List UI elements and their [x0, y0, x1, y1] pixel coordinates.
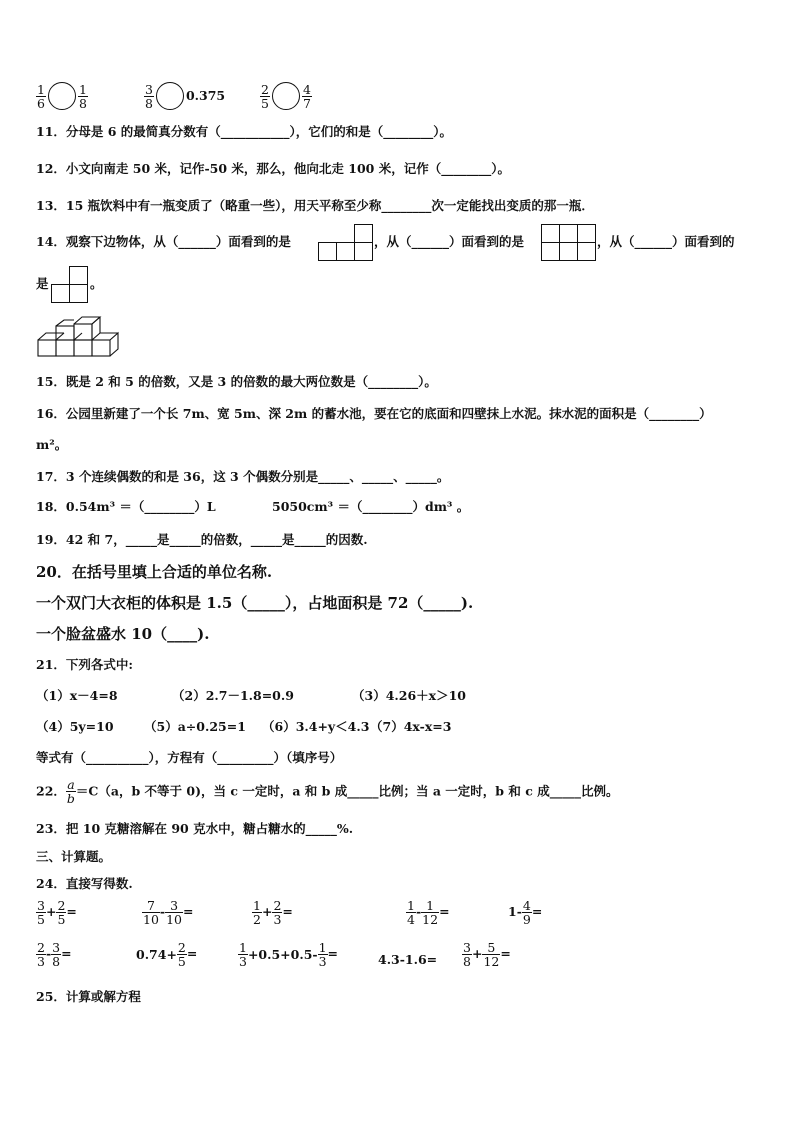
question-14-part2: ，从（______）面看到的是: [374, 234, 525, 249]
calc-1-2: [142, 899, 194, 926]
fraction-denominator: 6: [37, 95, 45, 111]
question-14-part3: ，从（______）面看到的: [597, 234, 735, 249]
fraction-numerator: 3: [463, 940, 471, 955]
fraction-denominator: 12: [483, 954, 500, 969]
question-16-line2: m²。: [36, 437, 68, 452]
operator: -: [159, 904, 166, 919]
q21-item-5: （5）a÷0.25=1: [144, 719, 246, 734]
fraction-denominator: 12: [422, 912, 439, 927]
calc-1-4: [406, 899, 450, 926]
fraction-denominator: 5: [261, 95, 269, 111]
fraction-numerator: 1: [78, 81, 87, 97]
fraction-numerator: 3: [52, 940, 61, 955]
comparison-1: [36, 82, 88, 110]
q21-item-1: （1）x－4=8: [36, 688, 118, 703]
question-20-title: 20．在括号里填上合适的单位名称.: [36, 563, 273, 581]
calc-2-4: 4.3-1.6=: [378, 952, 438, 967]
fraction-numerator: 1: [318, 940, 327, 955]
question-14-part5: 。: [90, 276, 103, 291]
fraction-numerator: 4: [302, 81, 311, 97]
fraction-numerator: 3: [37, 898, 45, 913]
compare-circle[interactable]: [48, 82, 76, 110]
question-18b: 5050cm³ ＝（________）dm³ 。: [272, 499, 470, 514]
fraction-numerator: 3: [145, 81, 153, 97]
equals-sign: =: [282, 904, 293, 919]
q21-item-2: （2）2.7－1.8=0.9: [172, 688, 294, 703]
question-16-line1: 16．公园里新建了一个长 7m、宽 5m、深 2m 的蓄水池，要在它的底面和四壁抹上水泥。抹水泥的面积是（________）: [36, 406, 712, 421]
fraction-denominator: 8: [52, 954, 61, 969]
q21-item-3: （3）4.26＋x＞10: [352, 688, 466, 703]
question-14-part1: 14．观察下边物体，从（______）面看到的是: [36, 234, 291, 249]
fraction-denominator: 9: [522, 912, 531, 927]
view-shape-3: [51, 266, 88, 303]
calc-middle: +0.5+0.5-: [247, 947, 318, 962]
calc-2-2: [136, 941, 197, 968]
comparison-3: [260, 82, 312, 110]
fraction-denominator: 8: [145, 95, 153, 111]
question-19: 19．42 和 7，_____是_____的倍数，_____是_____的因数.: [36, 532, 368, 547]
equals-sign: =: [327, 946, 339, 961]
equals-sign: =: [61, 946, 72, 961]
fraction-numerator: 2: [273, 898, 282, 913]
fraction-numerator: 1: [37, 81, 45, 97]
question-22-label: 22．: [36, 783, 66, 799]
q21-item-4: （4）5y=10: [36, 719, 114, 734]
question-12: 12．小文向南走 50 米，记作-50 米，那么，他向北走 100 米，记作（________）。: [36, 161, 510, 176]
question-17: 17．3 个连续偶数的和是 36，这 3 个偶数分别是_____、_____、_____。: [36, 469, 450, 484]
fraction-numerator: 2: [37, 940, 45, 955]
fraction-numerator: 1: [407, 898, 415, 913]
fraction-denominator: 10: [143, 912, 159, 927]
fraction-numerator: 1: [253, 898, 261, 913]
operator: +: [471, 946, 483, 961]
section-3-heading: 三、计算题。: [36, 849, 112, 864]
question-18a: 18．0.54m³ ＝（________）L: [36, 499, 216, 514]
equals-sign: =: [439, 904, 450, 919]
comparison-2: [144, 82, 225, 110]
equals-sign: =: [66, 904, 77, 919]
q21-item-6: （6）3.4+y＜4.3: [262, 719, 370, 734]
question-21-title: 21．下列各式中:: [36, 657, 134, 672]
fraction-denominator: 3: [239, 954, 247, 969]
fraction-denominator: 8: [78, 95, 87, 111]
fraction-numerator: 7: [142, 899, 160, 913]
operator: +: [261, 904, 273, 919]
compare-circle[interactable]: [156, 82, 184, 110]
question-24-title: 24．直接写得数.: [36, 876, 133, 891]
comparison-value: 0.375: [185, 88, 226, 103]
fraction-denominator: 3: [318, 954, 327, 969]
fraction-denominator: b: [66, 791, 75, 806]
equals-sign: =: [183, 904, 194, 919]
fraction-numerator: 5: [482, 941, 500, 955]
equals-sign: =: [531, 904, 543, 919]
fraction-numerator: 1: [239, 940, 247, 955]
q21-item-7: （7）4x-x=3: [370, 719, 452, 734]
view-shape-2: [541, 224, 596, 261]
question-20-line2: 一个脸盆盛水 10（____).: [36, 625, 210, 643]
question-22: [36, 778, 618, 812]
question-11: 11．分母是 6 的最简真分数有（___________），它们的和是（________）。: [36, 124, 453, 139]
operator: +: [45, 904, 57, 919]
question-25-title: 25．计算或解方程: [36, 989, 141, 1004]
question-22-text: ＝C（a，b 不等于 0)，当 c 一定时，a 和 b 成_____比例；当 a 一定时，b 和 c 成_____比例。: [75, 783, 619, 799]
calc-2-5: [462, 941, 511, 968]
fraction-numerator: 3: [165, 899, 183, 913]
fraction-numerator: 1: [421, 899, 439, 913]
fraction-denominator: 3: [273, 912, 282, 927]
operator: -: [415, 904, 422, 919]
compare-circle[interactable]: [272, 82, 300, 110]
fraction-denominator: 7: [302, 95, 311, 111]
calc-1-3: [252, 899, 293, 926]
fraction-numerator: 2: [177, 940, 186, 955]
question-23: 23．把 10 克糖溶解在 90 克水中，糖占糖水的_____%.: [36, 821, 354, 836]
fraction-denominator: 2: [253, 912, 261, 927]
view-shape-1: [318, 224, 373, 261]
equals-sign: =: [186, 946, 198, 961]
calc-2-1: [36, 941, 72, 968]
fraction-numerator: 4: [522, 898, 531, 913]
fraction-denominator: 5: [57, 912, 66, 927]
operator: -: [45, 946, 52, 961]
fraction-denominator: 3: [37, 954, 45, 969]
question-21-answer: 等式有（__________），方程有（_________）（填序号）: [36, 750, 343, 765]
question-20-line1: 一个双门大衣柜的体积是 1.5（_____），占地面积是 72（_____).: [36, 594, 474, 612]
fraction-denominator: 5: [177, 954, 186, 969]
calc-1-5: [508, 899, 542, 926]
calc-2-3: [238, 941, 338, 968]
fraction-numerator: 2: [261, 81, 269, 97]
fraction-denominator: 10: [166, 912, 183, 927]
cube-stack-figure: [36, 312, 120, 358]
fraction-denominator: 5: [37, 912, 45, 927]
question-13: 13．15 瓶饮料中有一瓶变质了（略重一些），用天平称至少称________次一定能找出变质的那一瓶．: [36, 198, 594, 213]
fraction-denominator: 8: [463, 954, 471, 969]
calc-prefix: 0.74+: [136, 947, 177, 962]
calc-prefix: 1-: [508, 904, 522, 919]
calc-1-1: [36, 899, 77, 926]
question-14-part4: 是: [36, 276, 49, 291]
q22-fraction: [66, 778, 76, 805]
fraction-numerator: a: [67, 777, 75, 792]
equals-sign: =: [500, 946, 511, 961]
fraction-numerator: 2: [57, 898, 66, 913]
fraction-denominator: 4: [407, 912, 415, 927]
question-15: 15．既是 2 和 5 的倍数，又是 3 的倍数的最大两位数是（________）。: [36, 374, 437, 389]
